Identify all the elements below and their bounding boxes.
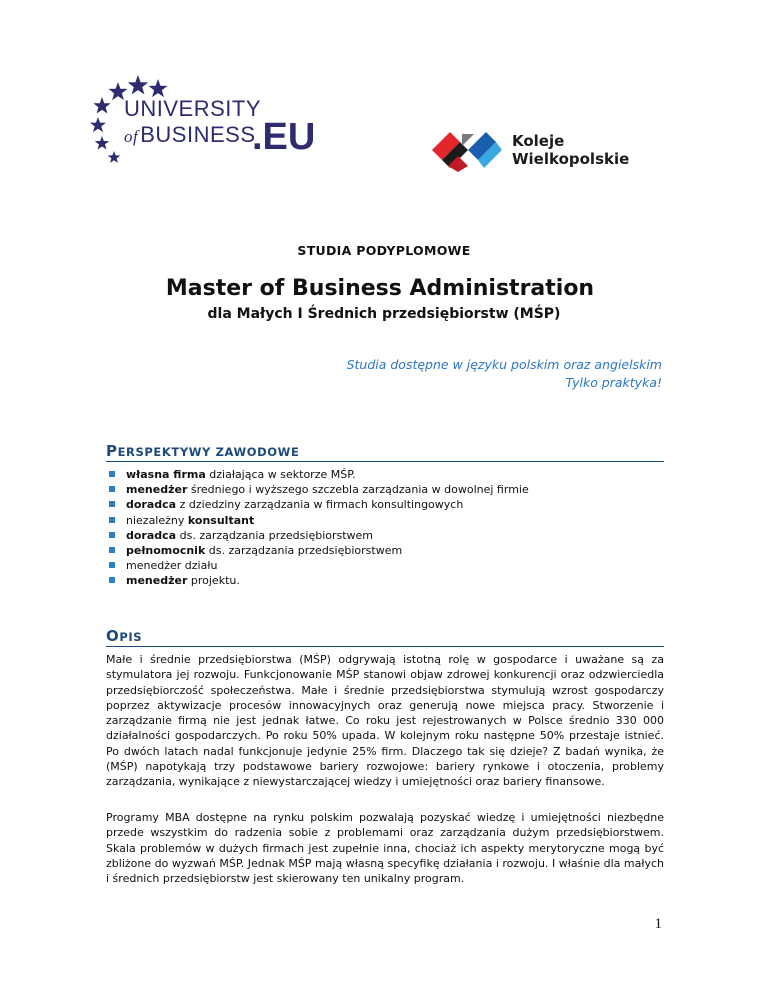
list-item: niezależny konsultant — [106, 513, 529, 528]
square-bullet-icon — [109, 547, 115, 553]
square-bullet-icon — [109, 471, 115, 477]
list-item: pełnomocnik ds. zarządzania przedsiębiorstwem — [106, 543, 529, 558]
list-item: menedżer działu — [106, 558, 529, 573]
program-type-heading: STUDIA PODYPLOMOWE — [297, 243, 471, 258]
list-item: doradca z dziedziny zarządzania w firmach konsultingowych — [106, 497, 529, 512]
square-bullet-icon — [109, 517, 115, 523]
description-paragraph-1: Małe i średnie przedsiębiorstwa (MŚP) odgrywają istotną rolę w gospodarce i uważane są za stymulatora jej rozwoju. Funkcjonowanie MŚP stanowi objaw zdrowej konkurencji oraz odzwierciedla przedsiębiorczość społeczeństwa. Małe i średnie przedsiębiorstwa stymulują wzrost gospodarczy poprzez aktywizacje procesów innowacyjnych oraz generują nowe miejsca pracy. Stworzenie i zarządzanie firmą nie jest jednak łatwe. Co roku jest rejestrowanych w Polsce średnio 330 000 działalności gospodarczych. Po roku 50% upada. W kolejnym roku następne 50% przestaje istnieć. Po dwóch latach nadal funkcjonuje jedynie 25% firm. Dlaczego tak się dzieje? Z badań wynika, że (MŚP) napotykają trzy podstawowe bariery rozwojowe: bariery rynkowe i otoczenia, problemy zarządzania, wynikające z niewystarczającej wiedzy i umiejętności oraz bariery finansowe. — [106, 653, 664, 789]
university-of-business-logo — [90, 72, 340, 172]
description-paragraph-2: Programy MBA dostępne na rynku polskim pozwalają pozyskać wiedzę i umiejętności niezbędne przede wszystkim do radzenia sobie z problemami oraz zarządzania dużym przedsiębiorstwem. Skala problemów w dużych firmach jest zupełnie inna, chociaż ich aspekty merytoryczne mogą być zbliżone do wyzwań MŚP. Jednak MŚP mają własną specyfikę działania i rozwoju. I właśnie dla małych i średnich przedsiębiorstw jest skierowany ten unikalny program. — [106, 811, 664, 886]
square-bullet-icon — [109, 562, 115, 568]
koleje-wielkopolskie-logo — [432, 128, 672, 174]
koleje-mark-icon — [432, 128, 502, 172]
square-bullet-icon — [109, 577, 115, 583]
page-title: Master of Business Administration — [165, 276, 595, 301]
page-number: 1 — [654, 916, 662, 932]
logo-of-word: of — [124, 127, 139, 146]
career-list — [106, 467, 529, 589]
list-item: własna firma działająca w sektorze MŚP. — [106, 467, 529, 482]
list-item: menedżer projektu. — [106, 573, 529, 588]
square-bullet-icon — [109, 486, 115, 492]
logo-koleje-word: Koleje — [512, 132, 565, 150]
square-bullet-icon — [109, 501, 115, 507]
list-item: doradca ds. zarządzania przedsiębiorstwem — [106, 528, 529, 543]
section-title-perspektywy: PERSPEKTYWY ZAWODOWE — [106, 442, 300, 460]
section-divider — [106, 646, 664, 647]
logo-eu-suffix: .EU — [252, 116, 316, 158]
page-subtitle: dla Małych I Średnich przedsiębiorstw (MŚP) — [207, 306, 561, 322]
tagline-practice: Tylko praktyka! — [565, 375, 662, 390]
section-divider — [106, 461, 664, 462]
tagline-languages: Studia dostępne w języku polskim oraz angielskim — [346, 357, 662, 372]
tagline — [347, 356, 662, 392]
logo-university-word: UNIVERSITY — [124, 96, 262, 121]
list-item: menedżer średniego i wyższego szczebla zarządzania w dowolnej firmie — [106, 482, 529, 497]
square-bullet-icon — [109, 532, 115, 538]
section-title-opis: OPIS — [106, 627, 143, 645]
logo-business-word: BUSINESS — [140, 122, 256, 147]
logo-wielkopolskie-word: Wielkopolskie — [512, 150, 630, 168]
